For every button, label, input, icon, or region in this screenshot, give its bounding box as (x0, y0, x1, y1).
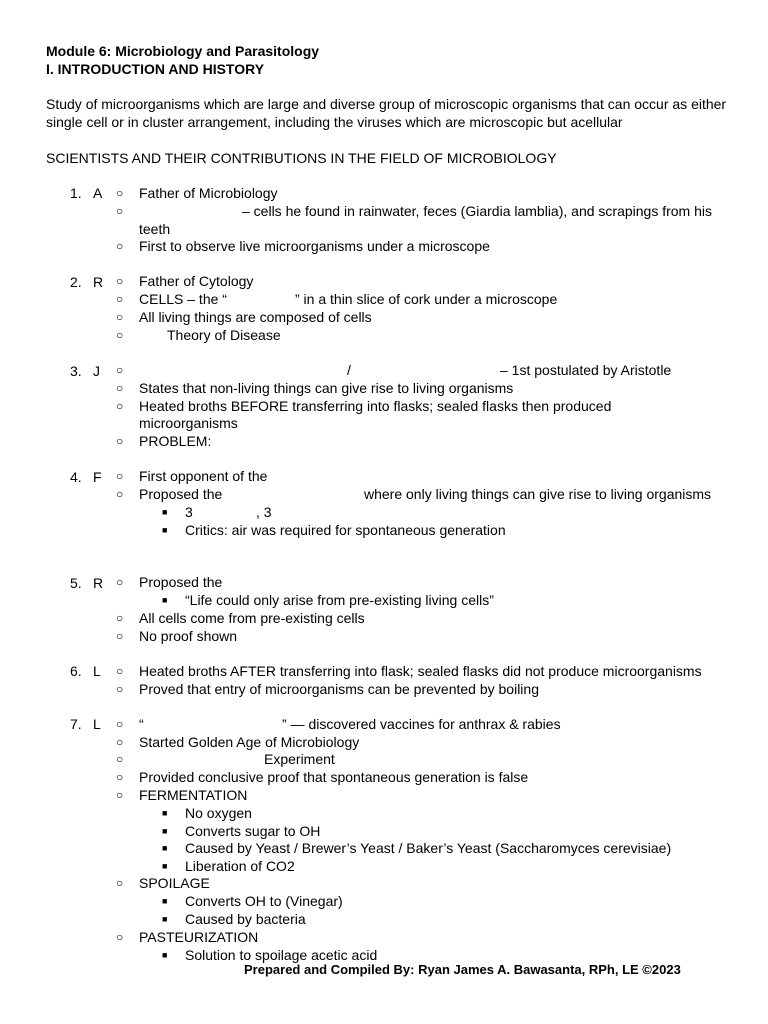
section-title: I. INTRODUCTION AND HISTORY (46, 61, 265, 77)
list-item-6: 6. L (70, 663, 101, 679)
list-item-7: 7. L (70, 716, 101, 732)
list-item-5: 5. R (70, 575, 104, 591)
list-item-2: 2. R (70, 274, 104, 290)
list-item-3: 3. J (70, 363, 100, 379)
intro-paragraph: Study of microorganisms which are large and diverse group of microscopic organisms that can occur as either single cell or in cluster arrangement, including the viruses which are microscopic but acellular (46, 96, 727, 130)
scientists-heading: SCIENTISTS AND THEIR CONTRIBUTIONS IN THE FIELD OF MICROBIOLOGY (46, 150, 557, 166)
list-item-4: 4. F (70, 469, 102, 485)
list-item-1: 1. A (70, 185, 103, 201)
footer-credit: Prepared and Compiled By: Ryan James A. Bawasanta, RPh, LE ©2023 (244, 962, 681, 977)
module-title: Module 6: Microbiology and Parasitology (46, 43, 320, 59)
